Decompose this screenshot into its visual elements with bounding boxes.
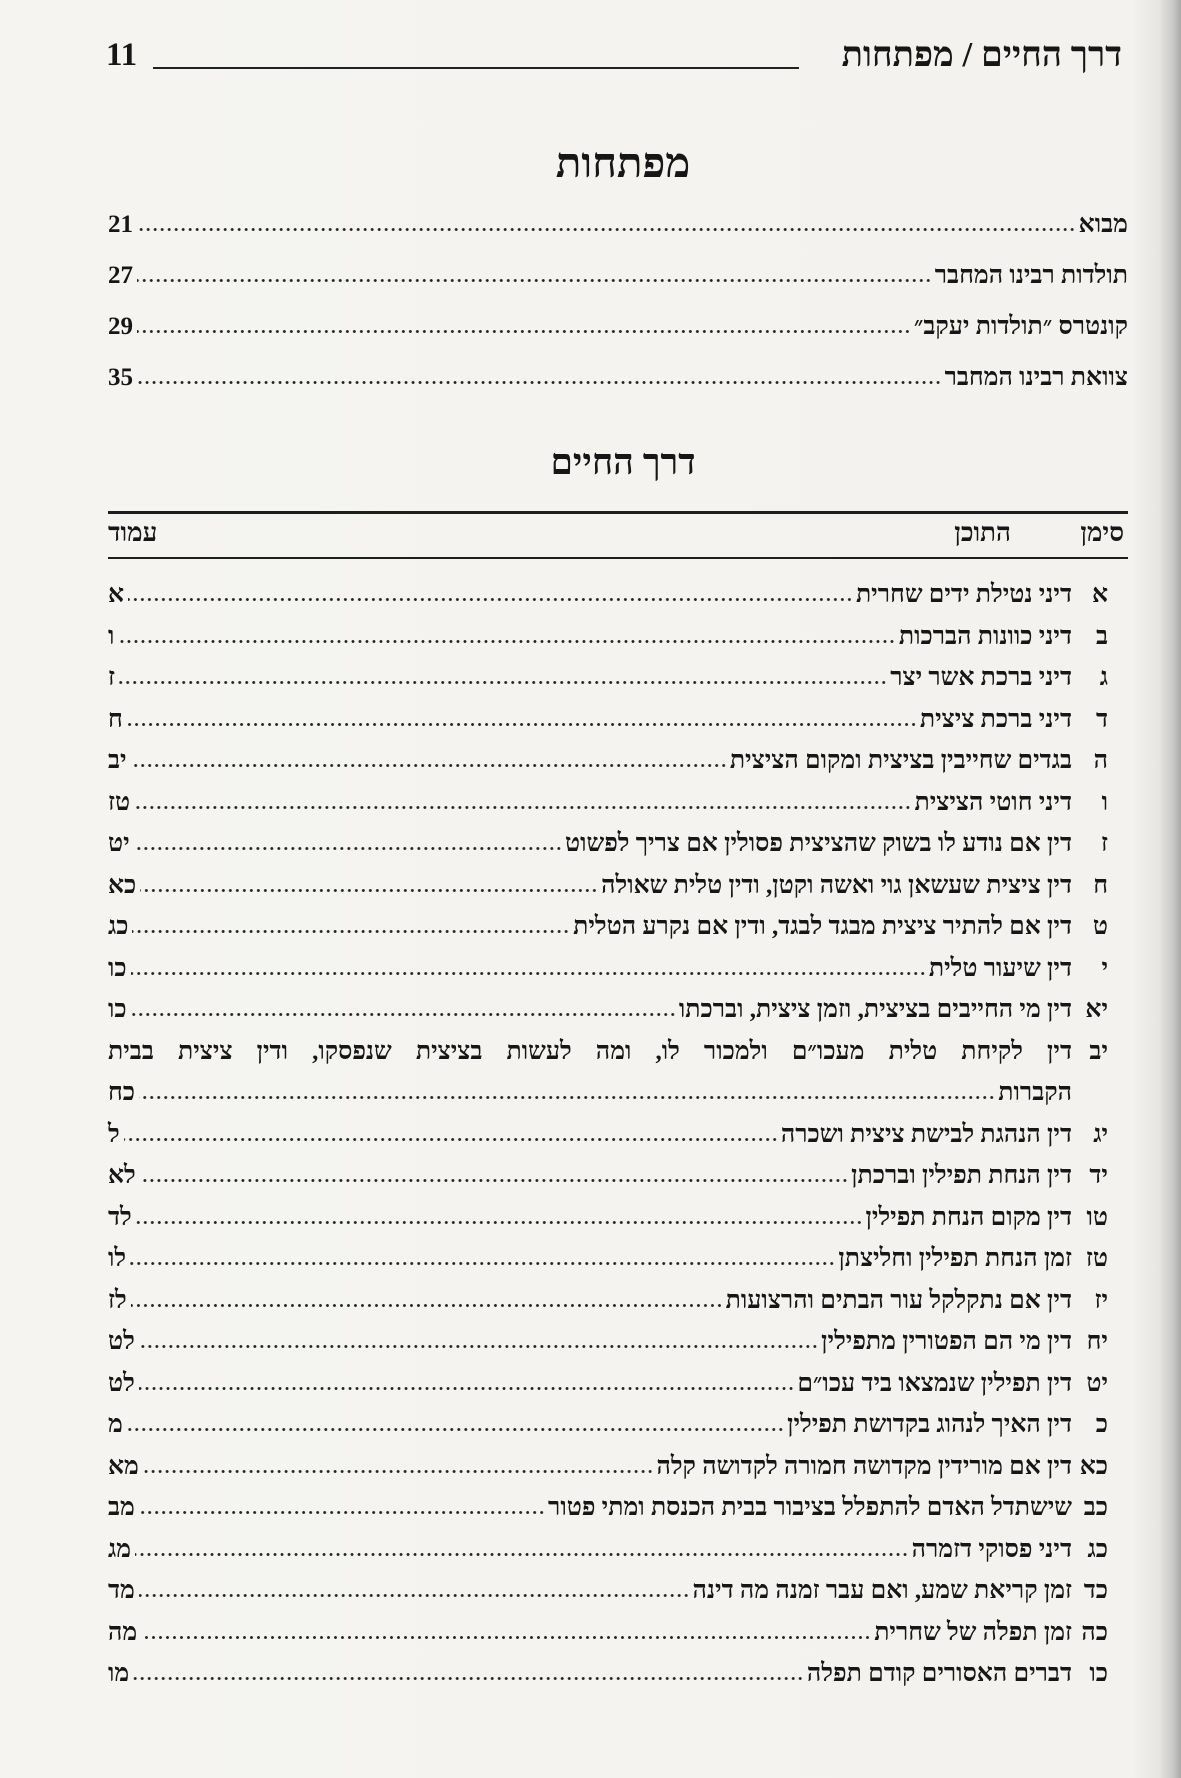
dot-leader xyxy=(131,763,727,768)
entry-page: לט xyxy=(108,1369,135,1397)
dot-leader xyxy=(134,846,562,851)
toc-row xyxy=(108,823,1108,865)
entry-page: ח xyxy=(108,705,123,733)
siman-number: ט xyxy=(1092,913,1108,940)
siman-number: כא xyxy=(1079,1452,1108,1480)
dot-leader xyxy=(130,1261,835,1266)
entry-title: זמן קריאת שמע, ואם עבר זמנה מה דינה xyxy=(692,1577,1072,1604)
header-rule xyxy=(153,67,799,69)
dot-leader xyxy=(134,805,911,810)
running-header-page-number: 11 xyxy=(106,37,138,73)
dot-leader xyxy=(139,1386,795,1391)
entry-title: דין האיך לנהוג בקדושת תפילין xyxy=(787,1411,1072,1438)
siman-number: טז xyxy=(1085,1245,1108,1272)
entry-page: מב xyxy=(108,1494,135,1521)
siman-number: יג xyxy=(1093,1120,1108,1148)
entry-title: דין מי הם הפטורין מתפילין xyxy=(821,1328,1072,1355)
column-header-siman: סימן xyxy=(1080,518,1124,547)
dot-leader xyxy=(131,1012,676,1017)
dot-leader xyxy=(135,1552,909,1557)
entry-title: דין אם נתקלקל עור הבתים והרצועות xyxy=(725,1286,1072,1314)
siman-number: ב xyxy=(1095,622,1108,650)
entry-title: דין הנהגת לבישת ציצית ושכרה xyxy=(780,1120,1072,1148)
toc-row xyxy=(108,1238,1108,1280)
siman-number: טו xyxy=(1086,1203,1108,1231)
toc-row xyxy=(108,782,1108,824)
dot-leader xyxy=(118,639,895,644)
entry-page: יב xyxy=(108,747,127,774)
toc-row xyxy=(108,657,1108,699)
siman-number: יח xyxy=(1086,1328,1108,1355)
entry-title: דיני נטילת ידים שחרית xyxy=(855,581,1072,608)
entry-title: תולדות רבינו המחבר xyxy=(934,262,1128,289)
dot-leader xyxy=(137,278,932,283)
entry-title: צוואת רבינו המחבר xyxy=(944,364,1128,391)
entry-title: דין ציצית שעשאן גוי ואשה וקטן, ודין טלית שאולה xyxy=(601,871,1072,899)
toc-row xyxy=(108,1197,1108,1239)
entry-page: לז xyxy=(108,1286,127,1314)
dot-leader xyxy=(128,597,853,602)
siman-number: כו xyxy=(1089,1660,1108,1687)
entry-page: יט xyxy=(108,830,130,857)
entry-title: מבוא xyxy=(1078,211,1128,238)
intro-entry xyxy=(108,301,1128,352)
dot-leader xyxy=(132,929,570,934)
entry-title: דברים האסורים קודם תפלה xyxy=(806,1660,1072,1687)
entry-title: זמן הנחת תפילין וחליצתן xyxy=(838,1245,1072,1272)
entry-page: ו xyxy=(108,622,115,650)
siman-number: יב xyxy=(1089,1037,1108,1065)
entry-title: דיני פסוקי דזמרה xyxy=(911,1535,1072,1563)
entry-page: כא xyxy=(108,871,137,899)
column-header-content: התוכן xyxy=(954,518,1011,547)
toc-row xyxy=(108,1114,1108,1156)
toc-row xyxy=(108,616,1108,658)
siman-number: כב xyxy=(1083,1494,1108,1521)
entry-title: שישתדל האדם להתפלל בציבור בבית הכנסת ומתי פטור xyxy=(548,1494,1072,1521)
dot-leader xyxy=(139,1510,545,1515)
entry-title-continuation: הקברות xyxy=(998,1079,1072,1106)
entry-title: דיני כוונות הברכות xyxy=(898,622,1072,650)
entry-page: כח xyxy=(108,1079,136,1106)
entry-page: 27 xyxy=(108,262,133,289)
entry-page: 29 xyxy=(108,313,133,340)
entry-title: דיני ברכת ציצית xyxy=(919,705,1072,733)
entry-page: 35 xyxy=(108,364,133,391)
toc-row xyxy=(108,699,1108,741)
toc-row xyxy=(108,1404,1108,1446)
entry-title: דיני חוטי הציצית xyxy=(914,788,1072,816)
siman-number: א xyxy=(1091,581,1108,608)
dot-leader xyxy=(136,1220,863,1225)
toc-row xyxy=(108,740,1108,782)
entry-page: מו xyxy=(108,1660,130,1687)
siman-number: ו xyxy=(1101,788,1108,816)
entry-title: דיני ברכת אשר יצר xyxy=(890,664,1072,691)
dot-leader xyxy=(127,722,917,727)
entry-title: דין לקיחת טלית מעכו״ם ולמכור לו, ומה לעשות בציצית שנפסקו, ודין ציצית בבית xyxy=(108,1037,1072,1065)
dot-leader xyxy=(119,680,887,685)
siman-number: יט xyxy=(1086,1369,1108,1397)
entry-page: א xyxy=(108,581,125,608)
siman-number: יד xyxy=(1089,1162,1108,1189)
entry-page: מ xyxy=(108,1411,123,1438)
siman-number: כג xyxy=(1087,1535,1108,1563)
entry-title: דין שיעור טלית xyxy=(928,954,1072,982)
entry-page: כו xyxy=(108,954,127,982)
entry-page: כג xyxy=(108,913,129,940)
dot-leader xyxy=(140,888,598,893)
dot-leader xyxy=(124,1137,778,1142)
siman-number: ה xyxy=(1093,747,1108,774)
entry-title: דין אם מורידין מקדושה חמורה לקדושה קלה xyxy=(656,1452,1072,1480)
toc-row xyxy=(108,989,1108,1031)
toc-row xyxy=(108,1612,1108,1654)
dot-leader xyxy=(139,1095,995,1100)
toc-row xyxy=(108,948,1108,990)
entry-title: זמן תפלה של שחרית xyxy=(874,1618,1072,1646)
entry-title: בגדים שחייבין בציצית ומקום הציצית xyxy=(729,747,1072,774)
column-header-page: עמוד xyxy=(108,518,158,547)
siman-number: י xyxy=(1101,954,1108,982)
entry-page: כו xyxy=(108,996,127,1023)
siman-number: ג xyxy=(1099,664,1108,691)
toc-row xyxy=(108,1363,1108,1405)
entry-page: לא xyxy=(108,1162,136,1189)
toc-row xyxy=(108,1321,1108,1363)
dot-leader xyxy=(131,971,926,976)
intro-entry xyxy=(108,199,1128,250)
dot-leader xyxy=(143,1469,654,1474)
entry-page: לו xyxy=(108,1245,127,1272)
siman-number: כ xyxy=(1095,1411,1108,1438)
entry-page: לט xyxy=(108,1328,135,1355)
dot-leader xyxy=(133,1676,804,1681)
toc-row xyxy=(108,906,1108,948)
siman-number: ד xyxy=(1095,705,1108,733)
intro-entry xyxy=(108,250,1128,301)
dot-leader xyxy=(137,380,942,385)
entry-title: דין אם נודע לו בשוק שהציצית פסולין אם צריך לפשוט xyxy=(565,830,1072,857)
siman-number: יז xyxy=(1094,1286,1108,1314)
entry-title: דין מקום הנחת תפילין xyxy=(865,1203,1072,1231)
entry-page: ז xyxy=(108,664,115,691)
section-title: דרך החיים xyxy=(550,442,696,482)
siman-number: ח xyxy=(1093,871,1108,899)
dot-leader xyxy=(139,1344,818,1349)
entry-title: דין הנחת תפילין וברכתן xyxy=(851,1162,1072,1189)
entry-page: לד xyxy=(108,1203,132,1231)
entry-page: ל xyxy=(108,1120,120,1148)
toc-row-continuation xyxy=(108,1072,1108,1114)
siman-number: יא xyxy=(1085,996,1108,1023)
running-header-title: דרך החיים / מפתחות xyxy=(841,35,1122,74)
entry-title: קונטרס ״תולדות יעקב״ xyxy=(913,313,1128,340)
toc-title: מפתחות xyxy=(555,141,691,187)
dot-leader xyxy=(137,329,911,334)
dot-leader xyxy=(141,1635,871,1640)
entry-page: מא xyxy=(108,1452,139,1480)
table-header-rule xyxy=(108,557,1128,559)
contents-table xyxy=(108,574,1108,1695)
dot-leader xyxy=(137,227,1076,232)
dot-leader xyxy=(127,1427,784,1432)
entry-title: דין אם להתיר ציצית מבגד לבגד, ודין אם נקרע הטלית xyxy=(573,913,1072,940)
siman-number: ז xyxy=(1101,830,1108,857)
entry-page: מד xyxy=(108,1577,135,1604)
toc-row xyxy=(108,1487,1108,1529)
intro-list xyxy=(108,199,1128,403)
entry-title: דין מי החייבים בציצית, וזמן ציצית, וברכתו xyxy=(678,996,1072,1023)
dot-leader xyxy=(131,1303,723,1308)
entry-page: מה xyxy=(108,1618,138,1646)
toc-row xyxy=(108,1280,1108,1322)
siman-number: כד xyxy=(1083,1577,1108,1604)
dot-leader xyxy=(140,1178,848,1183)
entry-page: 21 xyxy=(108,211,133,238)
toc-row xyxy=(108,1031,1108,1073)
dot-leader xyxy=(139,1593,690,1598)
toc-row xyxy=(108,1570,1108,1612)
toc-row xyxy=(108,865,1108,907)
toc-row xyxy=(108,1653,1108,1695)
toc-row xyxy=(108,574,1108,616)
toc-row xyxy=(108,1529,1108,1571)
entry-page: מג xyxy=(108,1535,132,1563)
intro-entry xyxy=(108,352,1128,403)
siman-number: כה xyxy=(1081,1618,1108,1646)
toc-row xyxy=(108,1155,1108,1197)
entry-page: טז xyxy=(108,788,131,816)
toc-row xyxy=(108,1446,1108,1488)
entry-title: דין תפילין שנמצאו ביד עכו״ם xyxy=(797,1369,1072,1397)
